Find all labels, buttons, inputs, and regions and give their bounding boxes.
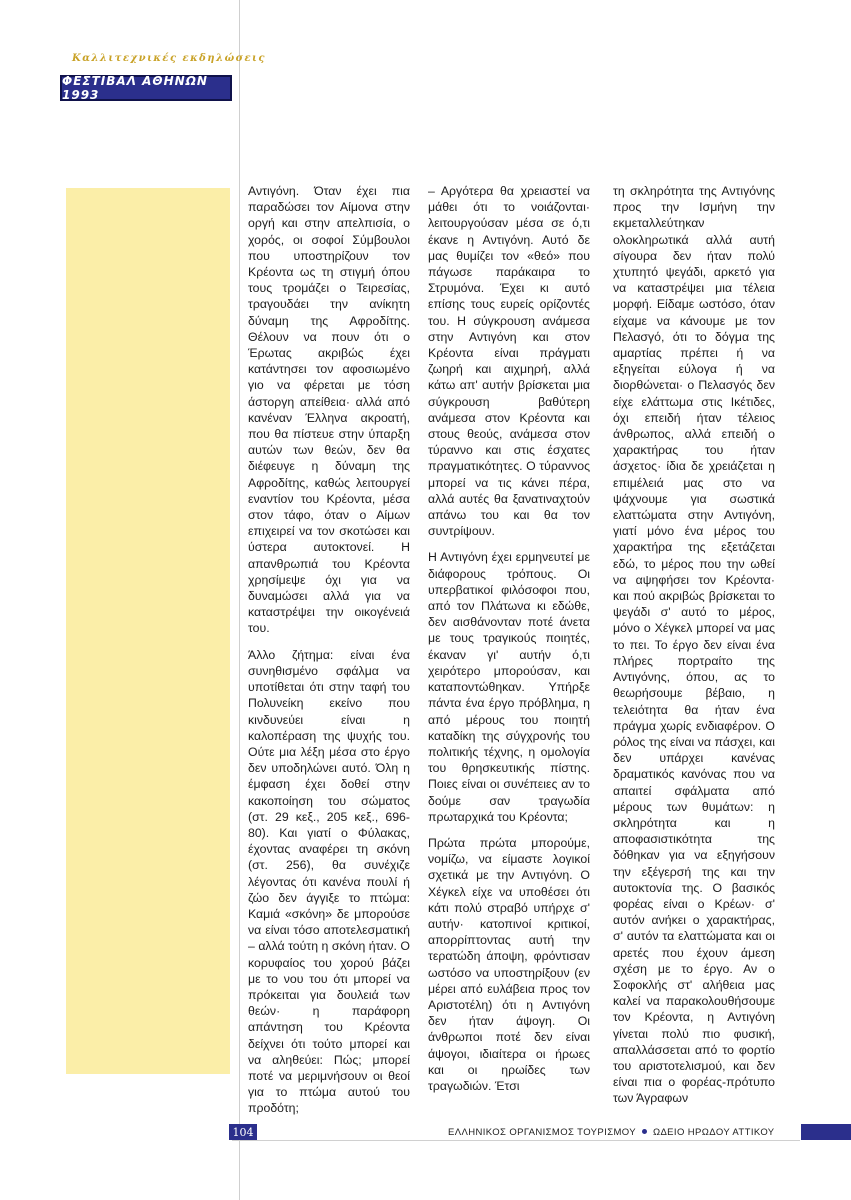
article-column-3: [613, 183, 775, 1117]
decorative-yellow-panel: [66, 188, 230, 1074]
festival-banner: ΦΕΣΤΙΒΑΛ ΑΘΗΝΩΝ 1993: [60, 75, 232, 101]
article-column-1: [248, 183, 410, 1127]
paragraph: Αντιγόνη. Όταν έχει πια παραδώσει τον Αίμονα στην οργή και στην απελπισία, ο χορός, οι σοφοί Σύμβουλοι που υποστηρίζουν τον Κρέοντα ως τη στιγμή όπου τους τρομάζει ο Τειρεσίας, τραγουδάει την ανίκητη δύναμη της Αφροδίτης. Θέλουν να πουν ότι ο Έρωτας ακριβώς έχει κατάντησει τον αφοσιωμένο γιο να φέρεται με τόση άστοργη απείθεια· αλλά από κανέναν Έλληνα ακροατή, που θα πίστευε στην ύπαρξη αυτών των θεών, δεν θα διέφευγε η δύναμη της Αφροδίτης, καθώς λειτουργεί εναντίον του Κρέοντα, μέσα στον τάφο, όταν ο Αίμων επιχειρεί να τον σκοτώσει και ύστερα αυτοκτονεί. Η απανθρωπιά του Κρέοντα χρησίμεψε όχι για να δυναμώσει αλλά για να καταστρέψει την οικογένειά του.: [248, 184, 410, 636]
paragraph: τη σκληρότητα της Αντιγόνης προς την Ισμήνη την εκμεταλλεύτηκαν ολοκληρωτικά αλλά αυτή σίγουρα δεν ήταν πολύ χτυπητό ψεγάδι, αρκετό για να καταστρέψει μια τέλεια μορφή. Είδαμε ωστόσο, όταν είχαμε να κάνουμε με τον Πελασγό, ότι το δόγμα της αμαρτίας πρέπει ή να εξηγείται εύλογα ή να διορθώνεται· ο Πελασγός δεν είχε ελάττωμα στις Ικέτιδες, όχι επειδή ήταν τέλειος άνθρωπος, αλλά επειδή ο χαρακτήρας του ήταν άσχετος· ίδια δε χρειάζεται η επιμέλειά μας στο να ψάχνουμε για σωστικά ελαττώματα στην Αντιγόνη, γιατί μόνο ένα μέρος του χαρακτήρα της εξετάζεται εδώ, το μέρος που την ωθεί να αψηφήσει τον Κρέοντα· και πού ακριβώς βρίσκεται το ψεγάδι σ' αυτό το μέρος, μόνο ο Χέγκελ μπορεί να μας το πει. Το έργο δεν είναι ένα πλήρες πορτραίτο της Αντιγόνης, όπου, ας το θεωρήσουμε βέβαιο, η τελειότητα θα ήταν ένα πράγμα χωρίς ενδιαφέρον. Ο ρόλος της είναι να πάσχει, και δεν υπάρχει κανένας δραματικός κανόνας που να απαιτεί σφάλματα από μέρους των θυμάτων: η σκληρότητα και η αποφασιστικότητα της δόθηκαν για να εξηγήσουν την εξέγερσή της και την αυτοκτονία της. Ο βασικός φορέας είναι ο Κρέων· σ' αυτόν ανήκει ο χαρακτήρας, σ' αυτόν τα ελαττώματα και οι αρετές που έχουν άμεση σχέση με το έργο. Αν ο Σοφοκλής στ' αλήθεια μας καλεί να παρακολουθήσουμε τον Κρέοντα, η Αντιγόνη γίνεται πολύ πιο φυσική, απαλλάσσεται από το φορτίο του αριστοτελισμού, και δεν είναι πια ο φορέας-πρότυπο των Άγραφων: [613, 184, 775, 1106]
footer-credits: [448, 1127, 775, 1138]
footer-color-tab: [801, 1124, 851, 1140]
section-kicker: Καλλιτεχνικές εκδηλώσεις: [72, 53, 266, 64]
page-number: 104: [229, 1124, 257, 1140]
paragraph: Άλλο ζήτημα: είναι ένα συνηθισμένο σφάλμα να υποτίθεται ότι στην ταφή του Πολυνείκη εκείνο που κινδυνεύει είναι η καλοπέραση της ψυχής του. Ούτε μια λέξη μέσα στο έργο δεν υποδηλώνει αυτό. Όλη η έμφαση έχει δοθεί στην κακοποίηση του σώματος (στ. 29 κεξ., 205 κεξ., 696-80). Και γιατί ο Φύλακας, έχοντας αναφέρει τη σκόνη (στ. 256), θα συνέχιζε λέγοντας ότι κανένα πουλί ή ζώο δεν άγγιξε το πτώμα: Καμιά «σκόνη» δε μπορούσε να είναι τόσο αποτελεσματική – αλλά τούτη η σκόνη ήταν. Ο κορυφαίος του χορού βάζει με το νου του ότι μπορεί να πρόκειται για δουλειά των θεών· η παράφορη απάντηση του Κρέοντα δείχνει ότι τούτο μπορεί και να αληθεύει: Πώς; μπορεί ποτέ να μεριμνήσουν οι θεοί για το πτώμα αυτού του προδότη;: [248, 647, 410, 1116]
footer-rule: [232, 1140, 800, 1141]
bullet-icon: [642, 1129, 647, 1134]
paragraph: – Αργότερα θα χρειαστεί να μάθει ότι το νοιάζονται· λειτουργούσαν μέσα σε ό,τι έκανε η Αντιγόνη. Αυτό δε μας θυμίζει τον «θεό» που πάγωσε παράκαιρα το Στρυμόνα. Έχει κι αυτό επίσης τους ευρείς ορίζοντές του. Η σύγκρουση ανάμεσα στην Αντιγόνη και στον Κρέοντα είναι πράγματι ζωηρή και αιχμηρή, αλλά κάτω απ' αυτήν βρίσκεται μια σύγκρουση βαθύτερη ανάμεσα στον Κρέοντα και στους θεούς, ανάμεσα στον τύραννο και στις έσχατες πραγματικότητες. Ο τύραννος μπορεί να τις κάνει πέρα, αλλά αυτές θα ξανατιναχτούν απάνω του και θα τον συντρίψουν.: [428, 184, 590, 539]
footer-org: ΕΛΛΗΝΙΚΟΣ ΟΡΓΑΝΙΣΜΟΣ ΤΟΥΡΙΣΜΟΥ: [448, 1127, 636, 1138]
footer-venue: ΩΔΕΙΟ ΗΡΩΔΟΥ ΑΤΤΙΚΟΥ: [652, 1127, 775, 1138]
article-column-2: [428, 183, 590, 1104]
paragraph: Πρώτα πρώτα μπορούμε, νομίζω, να είμαστε λογικοί σχετικά με την Αντιγόνη. Ο Χέγκελ είχε να υποθέσει ότι κάτι πολύ στραβό υπήρχε σ' αυτήν· κατοπινοί κριτικοί, απορρίπτοντας αυτή την τερατώδη άποψη, φρόντισαν ωστόσο να υποστηρίξουν (εν μέρει από ευλάβεια προς τον Αριστοτέλη) ότι η Αντιγόνη δεν ήταν άψογη. Οι άνθρωποι ποτέ δεν είναι άψογοι, ιδιαίτερα οι ήρωες και οι ηρωίδες των τραγωδιών. Έτσι: [428, 835, 590, 1093]
paragraph: Η Αντιγόνη έχει ερμηνευτεί με διάφορους τρόπους. Οι υπερβατικοί φιλόσοφοι που, από τον Πλάτωνα κι εδώθε, δεν αισθάνονταν ποτέ άνετα με τους τραγικούς ποιητές, έκαναν γι' αυτήν ό,τι χειρότερο μπορούσαν, και καταποντώθηκαν. Υπήρξε πάντα ένα έργο πρόβλημα, η από μέρους του ποιητή καταδίκη της σύγχρονής του πολιτικής τέχνης, η ομολογία του θρησκευτικής πίστης. Ποιες είναι οι συνέπειες αν το δούμε σαν τραγωδία πρωταρχικά του Κρέοντα;: [428, 550, 590, 824]
margin-rule: [239, 0, 240, 1200]
